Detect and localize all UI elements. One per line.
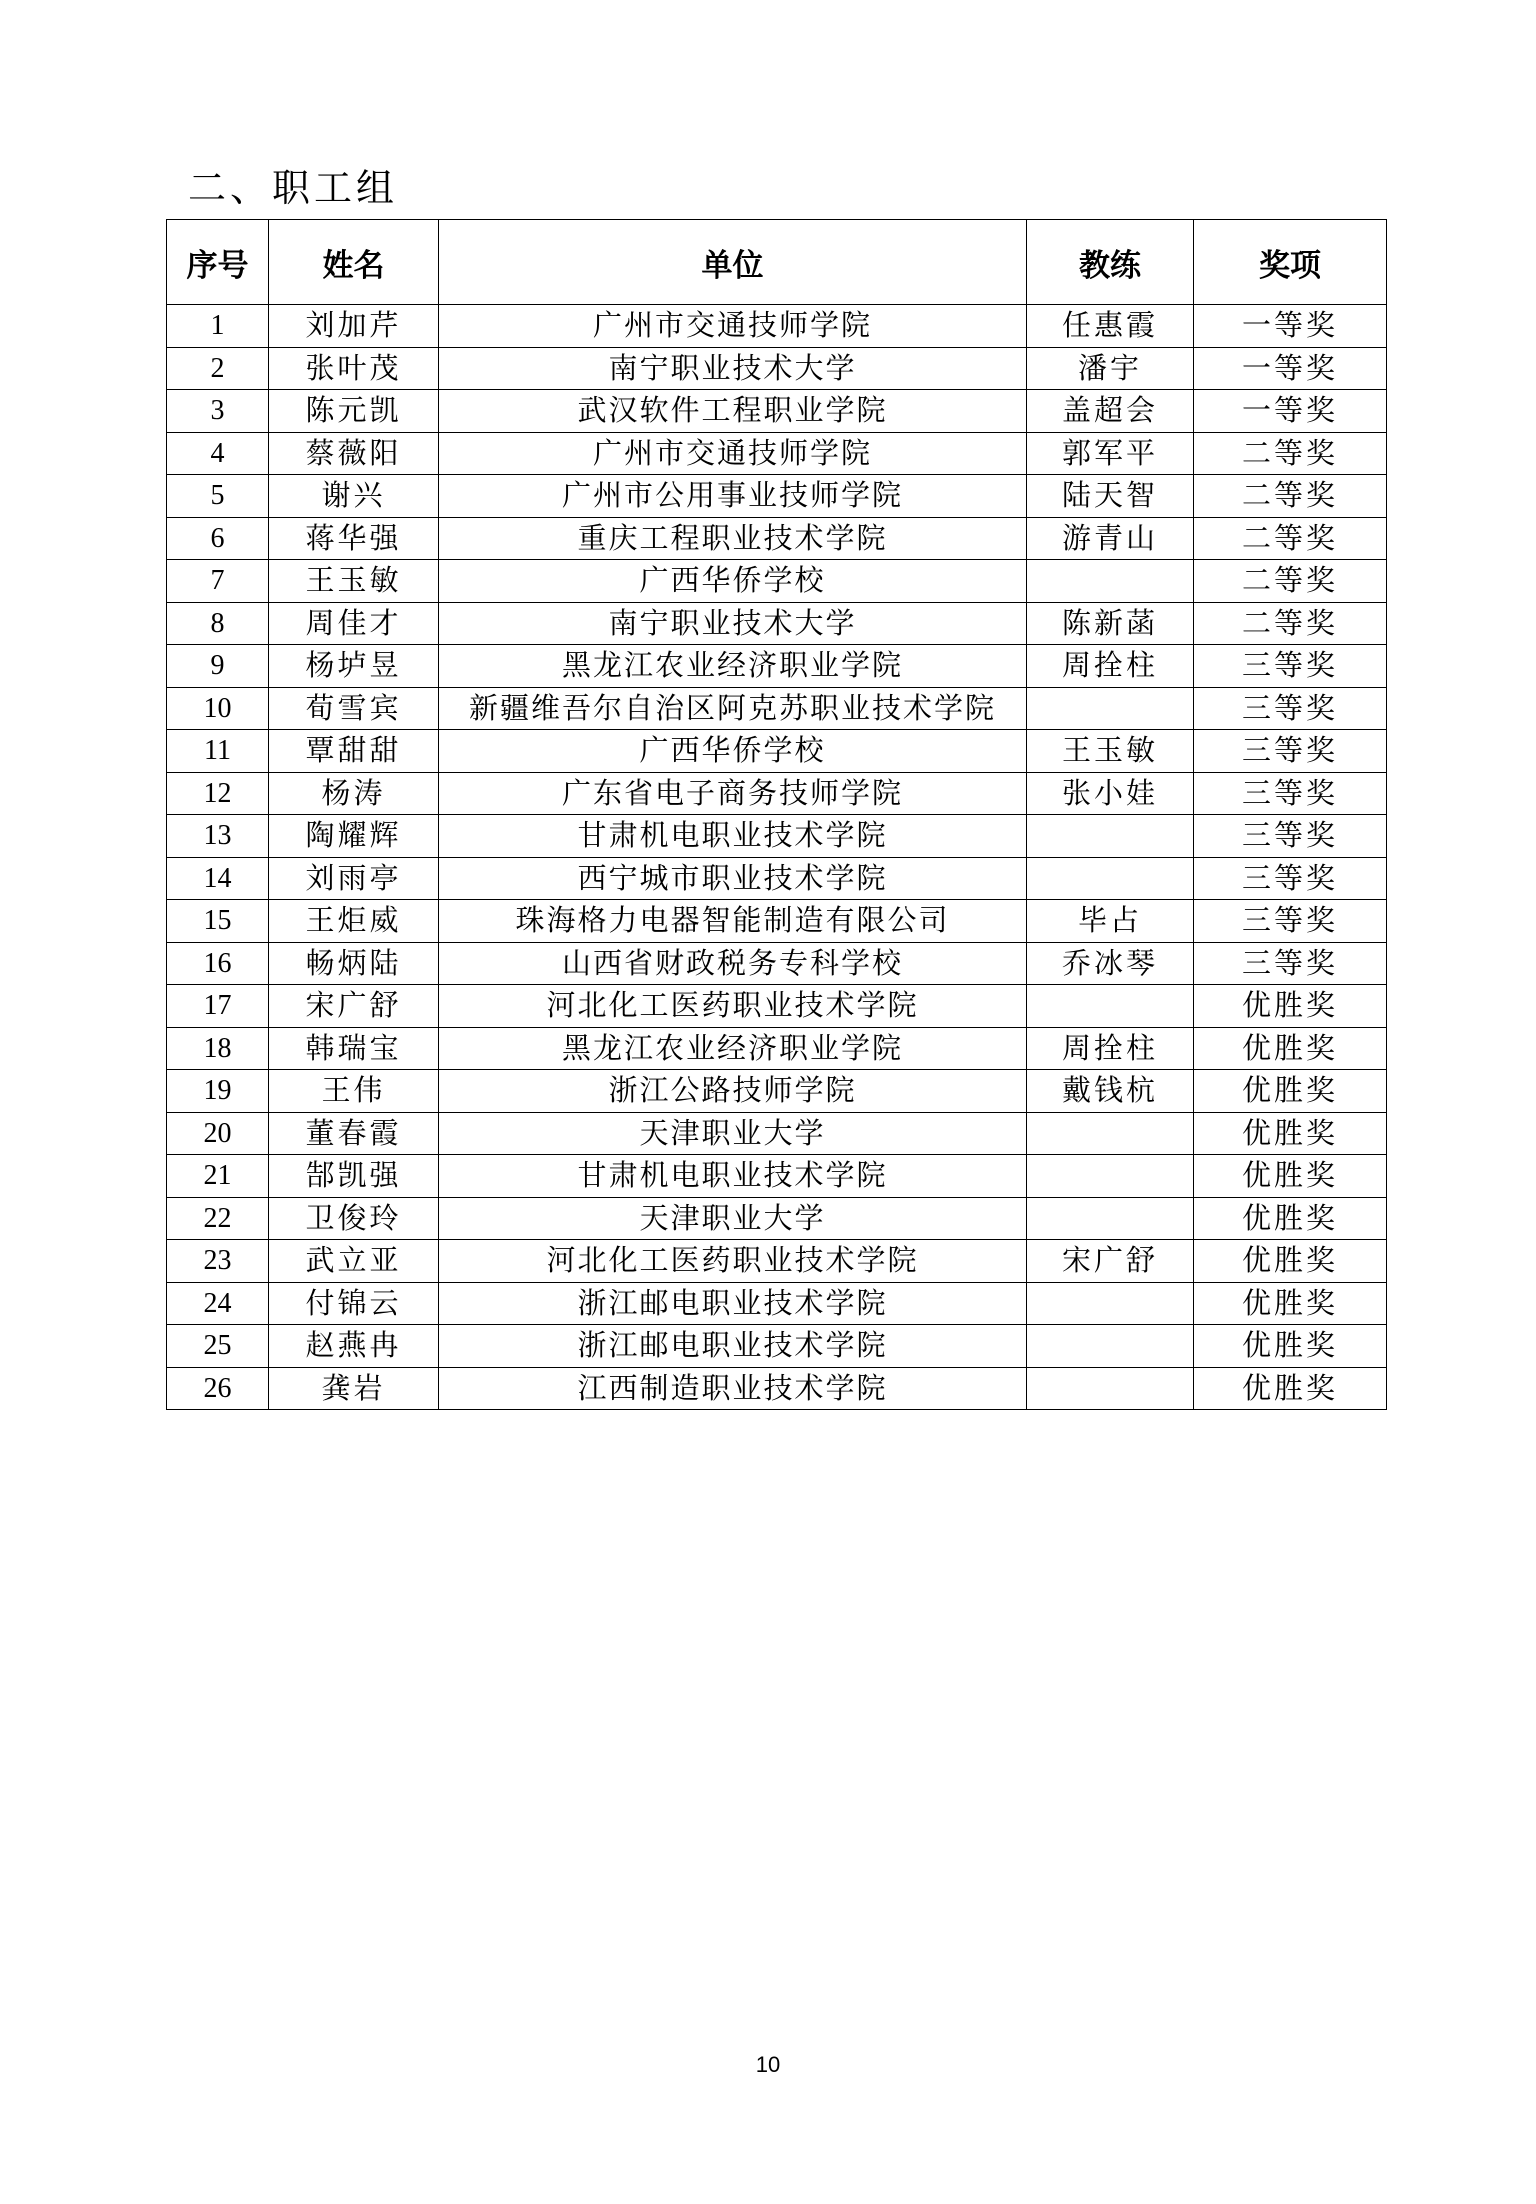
cell-org: 南宁职业技术大学 <box>439 347 1027 390</box>
cell-index: 18 <box>167 1027 269 1070</box>
cell-name: 武立亚 <box>269 1240 439 1283</box>
cell-coach <box>1027 1282 1194 1325</box>
cell-award: 优胜奖 <box>1194 1282 1387 1325</box>
cell-name: 付锦云 <box>269 1282 439 1325</box>
cell-org: 广东省电子商务技师学院 <box>439 772 1027 815</box>
table-row <box>167 560 1387 603</box>
table-row <box>167 730 1387 773</box>
table-row <box>167 1240 1387 1283</box>
cell-name: 蒋华强 <box>269 517 439 560</box>
cell-coach: 陆天智 <box>1027 475 1194 518</box>
cell-index: 12 <box>167 772 269 815</box>
cell-coach <box>1027 1325 1194 1368</box>
cell-index: 24 <box>167 1282 269 1325</box>
cell-coach: 游青山 <box>1027 517 1194 560</box>
cell-name: 郜凯强 <box>269 1155 439 1198</box>
cell-index: 10 <box>167 687 269 730</box>
cell-award: 优胜奖 <box>1194 1155 1387 1198</box>
cell-name: 畅炳陆 <box>269 942 439 985</box>
cell-name: 陶耀辉 <box>269 815 439 858</box>
page-number: 10 <box>755 2052 781 2077</box>
cell-index: 3 <box>167 390 269 433</box>
cell-org: 江西制造职业技术学院 <box>439 1367 1027 1410</box>
cell-name: 王伟 <box>269 1070 439 1113</box>
cell-org: 甘肃机电职业技术学院 <box>439 815 1027 858</box>
table-row <box>167 305 1387 348</box>
cell-award: 优胜奖 <box>1194 1197 1387 1240</box>
cell-index: 7 <box>167 560 269 603</box>
header-name: 姓名 <box>269 220 439 305</box>
table-row <box>167 1027 1387 1070</box>
cell-index: 25 <box>167 1325 269 1368</box>
table-row <box>167 1367 1387 1410</box>
cell-index: 20 <box>167 1112 269 1155</box>
cell-coach <box>1027 560 1194 603</box>
cell-award: 三等奖 <box>1194 815 1387 858</box>
table-row <box>167 1282 1387 1325</box>
cell-coach: 乔冰琴 <box>1027 942 1194 985</box>
table-row <box>167 432 1387 475</box>
cell-org: 河北化工医药职业技术学院 <box>439 1240 1027 1283</box>
cell-award: 二等奖 <box>1194 560 1387 603</box>
cell-coach <box>1027 857 1194 900</box>
table-row <box>167 1325 1387 1368</box>
cell-coach: 周拴柱 <box>1027 1027 1194 1070</box>
cell-name: 王炬威 <box>269 900 439 943</box>
cell-index: 6 <box>167 517 269 560</box>
table-row <box>167 815 1387 858</box>
table-row <box>167 347 1387 390</box>
cell-award: 三等奖 <box>1194 730 1387 773</box>
table-row <box>167 602 1387 645</box>
section-heading: 二、职工组 <box>188 166 399 210</box>
cell-coach: 郭军平 <box>1027 432 1194 475</box>
table-row <box>167 1070 1387 1113</box>
table-row <box>167 517 1387 560</box>
table-row <box>167 942 1387 985</box>
cell-org: 河北化工医药职业技术学院 <box>439 985 1027 1028</box>
header-index: 序号 <box>167 220 269 305</box>
cell-index: 23 <box>167 1240 269 1283</box>
cell-award: 一等奖 <box>1194 347 1387 390</box>
cell-name: 谢兴 <box>269 475 439 518</box>
cell-org: 黑龙江农业经济职业学院 <box>439 645 1027 688</box>
cell-org: 南宁职业技术大学 <box>439 602 1027 645</box>
cell-org: 西宁城市职业技术学院 <box>439 857 1027 900</box>
cell-coach: 陈新菡 <box>1027 602 1194 645</box>
cell-index: 9 <box>167 645 269 688</box>
cell-index: 19 <box>167 1070 269 1113</box>
cell-org: 广州市公用事业技师学院 <box>439 475 1027 518</box>
cell-award: 优胜奖 <box>1194 1367 1387 1410</box>
cell-award: 三等奖 <box>1194 687 1387 730</box>
cell-coach: 任惠霞 <box>1027 305 1194 348</box>
table-row <box>167 475 1387 518</box>
cell-name: 荀雪宾 <box>269 687 439 730</box>
cell-org: 广州市交通技师学院 <box>439 432 1027 475</box>
header-org: 单位 <box>439 220 1027 305</box>
cell-index: 16 <box>167 942 269 985</box>
cell-award: 三等奖 <box>1194 645 1387 688</box>
cell-name: 刘加芹 <box>269 305 439 348</box>
cell-award: 优胜奖 <box>1194 1325 1387 1368</box>
cell-award: 优胜奖 <box>1194 1240 1387 1283</box>
cell-org: 珠海格力电器智能制造有限公司 <box>439 900 1027 943</box>
cell-org: 广州市交通技师学院 <box>439 305 1027 348</box>
cell-name: 杨涛 <box>269 772 439 815</box>
awards-table-body <box>167 305 1387 1410</box>
cell-coach <box>1027 1112 1194 1155</box>
cell-index: 17 <box>167 985 269 1028</box>
cell-award: 优胜奖 <box>1194 985 1387 1028</box>
cell-coach: 宋广舒 <box>1027 1240 1194 1283</box>
cell-name: 韩瑞宝 <box>269 1027 439 1070</box>
cell-coach <box>1027 815 1194 858</box>
cell-index: 5 <box>167 475 269 518</box>
cell-org: 天津职业大学 <box>439 1197 1027 1240</box>
cell-name: 覃甜甜 <box>269 730 439 773</box>
cell-org: 新疆维吾尔自治区阿克苏职业技术学院 <box>439 687 1027 730</box>
cell-index: 8 <box>167 602 269 645</box>
cell-index: 11 <box>167 730 269 773</box>
cell-award: 一等奖 <box>1194 390 1387 433</box>
cell-org: 甘肃机电职业技术学院 <box>439 1155 1027 1198</box>
cell-index: 22 <box>167 1197 269 1240</box>
cell-coach: 盖超会 <box>1027 390 1194 433</box>
cell-org: 天津职业大学 <box>439 1112 1027 1155</box>
cell-award: 二等奖 <box>1194 475 1387 518</box>
table-row <box>167 645 1387 688</box>
cell-name: 卫俊玲 <box>269 1197 439 1240</box>
cell-name: 蔡薇阳 <box>269 432 439 475</box>
cell-name: 周佳才 <box>269 602 439 645</box>
cell-name: 宋广舒 <box>269 985 439 1028</box>
cell-name: 赵燕冉 <box>269 1325 439 1368</box>
cell-index: 15 <box>167 900 269 943</box>
cell-coach <box>1027 1367 1194 1410</box>
cell-coach: 潘宇 <box>1027 347 1194 390</box>
table-row <box>167 772 1387 815</box>
cell-index: 2 <box>167 347 269 390</box>
cell-award: 优胜奖 <box>1194 1112 1387 1155</box>
cell-coach: 周拴柱 <box>1027 645 1194 688</box>
cell-index: 26 <box>167 1367 269 1410</box>
cell-index: 13 <box>167 815 269 858</box>
cell-index: 14 <box>167 857 269 900</box>
cell-coach: 戴钱杭 <box>1027 1070 1194 1113</box>
table-row <box>167 1155 1387 1198</box>
cell-org: 山西省财政税务专科学校 <box>439 942 1027 985</box>
awards-table <box>166 219 1387 1410</box>
cell-name: 龚岩 <box>269 1367 439 1410</box>
cell-org: 广西华侨学校 <box>439 560 1027 603</box>
cell-org: 浙江邮电职业技术学院 <box>439 1325 1027 1368</box>
table-row <box>167 985 1387 1028</box>
cell-award: 三等奖 <box>1194 857 1387 900</box>
cell-org: 浙江邮电职业技术学院 <box>439 1282 1027 1325</box>
cell-coach: 毕占 <box>1027 900 1194 943</box>
cell-award: 优胜奖 <box>1194 1070 1387 1113</box>
cell-name: 刘雨亭 <box>269 857 439 900</box>
table-row <box>167 687 1387 730</box>
table-row <box>167 1197 1387 1240</box>
cell-award: 三等奖 <box>1194 942 1387 985</box>
cell-award: 三等奖 <box>1194 772 1387 815</box>
table-header-row <box>167 220 1387 305</box>
cell-award: 三等奖 <box>1194 900 1387 943</box>
cell-name: 王玉敏 <box>269 560 439 603</box>
table-row <box>167 900 1387 943</box>
cell-org: 重庆工程职业技术学院 <box>439 517 1027 560</box>
cell-award: 二等奖 <box>1194 432 1387 475</box>
cell-coach <box>1027 687 1194 730</box>
cell-award: 优胜奖 <box>1194 1027 1387 1070</box>
table-row <box>167 390 1387 433</box>
header-coach: 教练 <box>1027 220 1194 305</box>
cell-coach: 王玉敏 <box>1027 730 1194 773</box>
cell-org: 黑龙江农业经济职业学院 <box>439 1027 1027 1070</box>
header-award: 奖项 <box>1194 220 1387 305</box>
cell-coach <box>1027 1197 1194 1240</box>
cell-name: 张叶茂 <box>269 347 439 390</box>
table-row <box>167 1112 1387 1155</box>
cell-coach <box>1027 985 1194 1028</box>
cell-name: 杨垆昱 <box>269 645 439 688</box>
cell-name: 陈元凯 <box>269 390 439 433</box>
cell-award: 二等奖 <box>1194 602 1387 645</box>
cell-index: 4 <box>167 432 269 475</box>
cell-award: 二等奖 <box>1194 517 1387 560</box>
cell-org: 武汉软件工程职业学院 <box>439 390 1027 433</box>
cell-index: 21 <box>167 1155 269 1198</box>
cell-index: 1 <box>167 305 269 348</box>
cell-coach <box>1027 1155 1194 1198</box>
cell-award: 一等奖 <box>1194 305 1387 348</box>
table-row <box>167 857 1387 900</box>
cell-org: 广西华侨学校 <box>439 730 1027 773</box>
cell-name: 董春霞 <box>269 1112 439 1155</box>
cell-coach: 张小娃 <box>1027 772 1194 815</box>
cell-org: 浙江公路技师学院 <box>439 1070 1027 1113</box>
